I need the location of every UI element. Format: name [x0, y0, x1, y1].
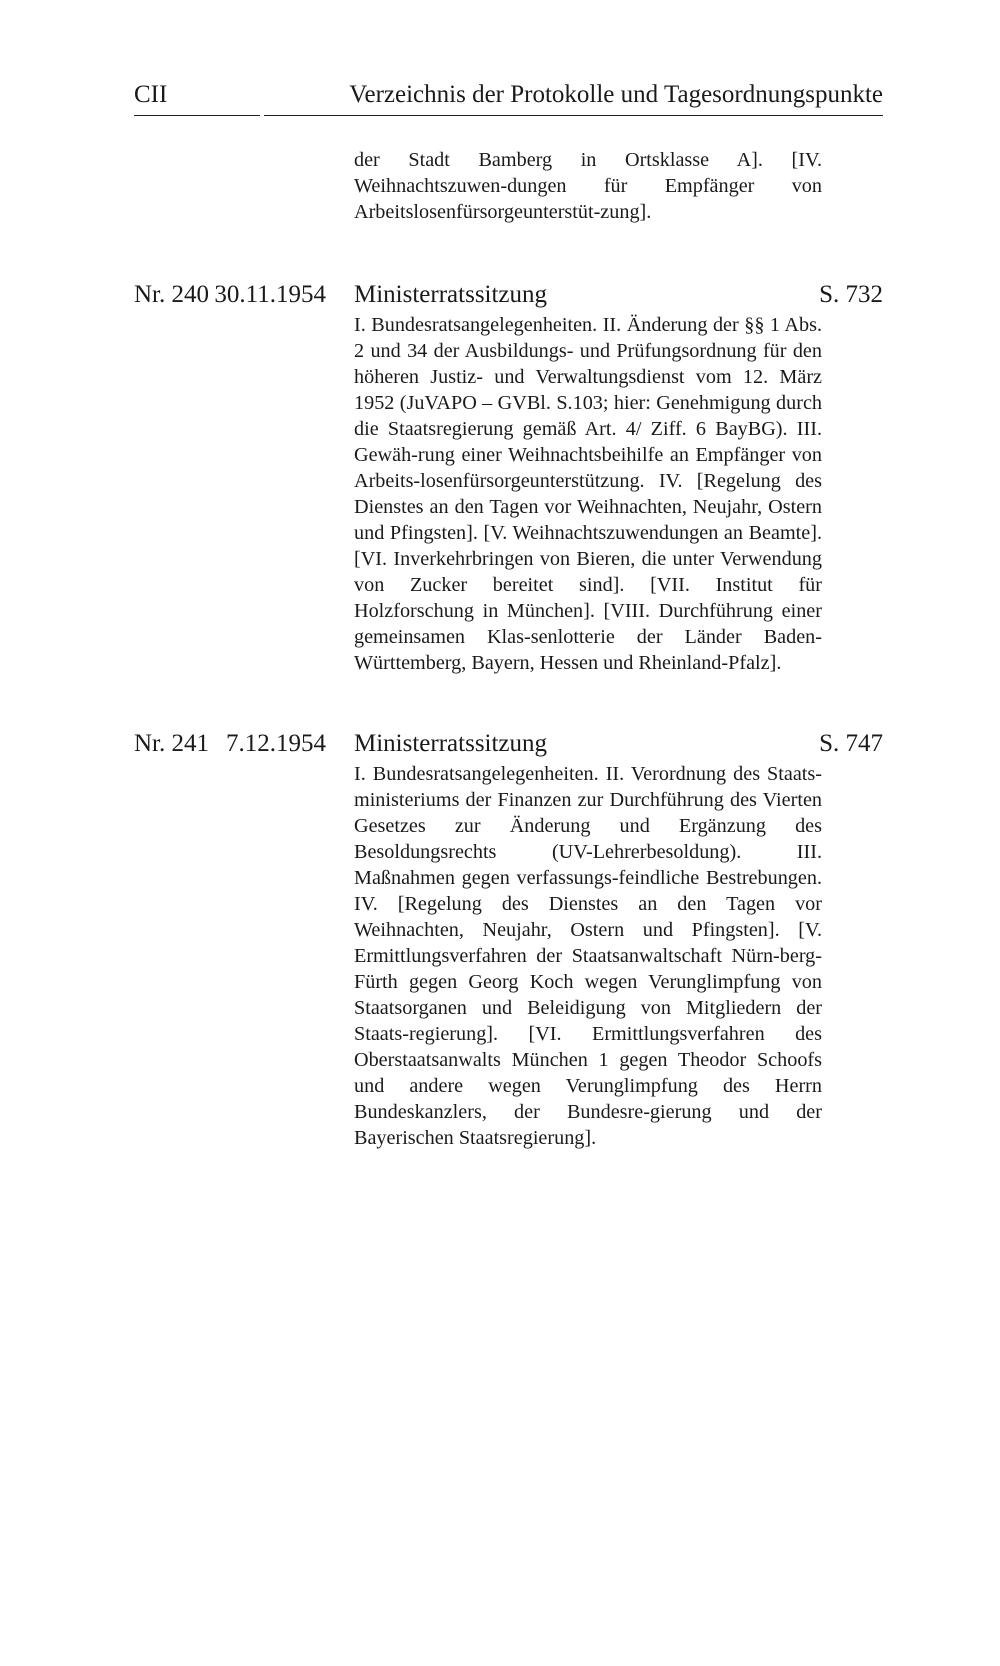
entry-page-reference: S. 747: [819, 730, 883, 757]
entry-heading-240: [134, 279, 883, 311]
entry-title: Ministerratssitzung: [354, 730, 548, 757]
header-rule-right: [264, 115, 883, 116]
header-rule-left: [134, 115, 260, 116]
entry-agenda-text-240: I. Bundesratsangelegenheiten. II. Änderung der §§ 1 Abs. 2 und 34 der Ausbildungs- und Prüfungsordnung für den höheren Justiz- und Verwaltungsdienst vom 12. März 1952 (JuVAPO – GVBl. S.103; hier: Genehmigung durch die Staatsregierung gemäß Art. 4/ Ziff. 6 BayBG). III. Gewäh-rung einer Weihnachtsbeihilfe an Empfänger von Arbeits-losenfürsorgeunterstützung. IV. [Regelung des Dienstes an den Tagen vor Weihnachten, Neujahr, Ostern und Pfingsten]. [V. Weihnachtszuwendungen an Beamte]. [VI. Inverkehrbringen von Bieren, die unter Verwendung von Zucker bereitet sind]. [VII. Institut für Holzforschung in München]. [VIII. Durchführung einer gemeinsamen Klas-senlotterie der Länder Baden-Württemberg, Bayern, Hessen und Rheinland-Pfalz].: [354, 314, 822, 674]
continuation-text: der Stadt Bamberg in Ortsklasse A]. [IV. Weihnachtszuwen-dungen für Empfänger von Arbeitslosenfürsorgeunterstüt-zung].: [354, 149, 822, 223]
entry-date: 30.11.1954: [214, 281, 326, 308]
entry-title: Ministerratssitzung: [354, 281, 548, 308]
entry-number: Nr. 240: [134, 281, 209, 308]
running-title: Verzeichnis der Protokolle und Tagesordnungspunkte: [349, 81, 883, 108]
entry-number: Nr. 241: [134, 730, 209, 757]
entry-heading-241: [134, 728, 883, 760]
page-number: CII: [134, 81, 168, 108]
entry-page-reference: S. 732: [819, 281, 883, 308]
entry-agenda-text-241: I. Bundesratsangelegenheiten. II. Verordnung des Staats-ministeriums der Finanzen zur Durchführung des Vierten Gesetzes zur Änderung und Ergänzung des Besoldungsrechts (UV-Lehrerbesoldung). III. Maßnahmen gegen verfassungs-feindliche Bestrebungen. IV. [Regelung des Dienstes an den Tagen vor Weihnachten, Neujahr, Ostern und Pfingsten]. [V. Ermittlungsverfahren der Staatsanwaltschaft Nürn-berg-Fürth gegen Georg Koch wegen Verunglimpfung von Staatsorganen und Beleidigung von Mitgliedern der Staats-regierung]. [VI. Ermittlungsverfahren des Oberstaatsanwalts München 1 gegen Theodor Schoofs und andere wegen Verunglimpfung des Herrn Bundeskanzlers, der Bundesre-gierung und der Bayerischen Staatsregierung].: [354, 763, 822, 1149]
entry-date: 7.12.1954: [226, 730, 326, 757]
page-header: [134, 80, 883, 118]
